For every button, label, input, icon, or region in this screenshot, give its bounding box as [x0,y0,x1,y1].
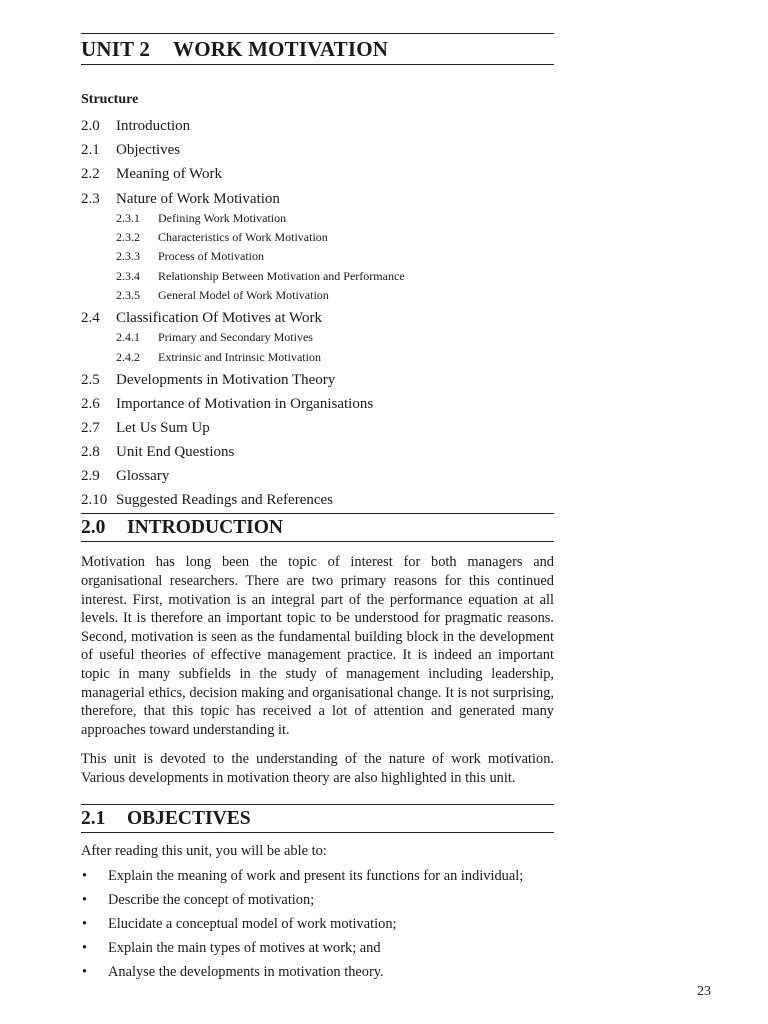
introduction-heading [81,513,554,542]
toc-subitem [81,249,554,268]
section-number: 2.1 [81,807,106,829]
objectives-heading [81,804,554,833]
toc-title: Unit End Questions [116,444,235,461]
toc-item [81,443,554,467]
toc-title: Nature of Work Motivation [116,190,280,207]
toc-number: 2.3.4 [116,268,140,283]
toc-title: Suggested Readings and References [116,492,334,509]
unit-title-text: WORK MOTIVATION [173,37,389,61]
toc-number: 2.1 [81,142,100,159]
toc-item [81,309,554,330]
toc-title: Classification Of Motives at Work [116,310,322,327]
structure-label: Structure [81,92,139,107]
toc-title: Developments in Motivation Theory [116,371,336,388]
list-item-text: Analyse the developments in motivation theory. [108,964,384,981]
toc-subitem [81,330,554,349]
toc-number: 2.7 [81,419,100,436]
toc-number: 2.3.5 [116,288,140,303]
section-title: INTRODUCTION [127,517,284,539]
toc-item [81,419,554,443]
list-item-text: Explain the meaning of work and present its functions for an individual; [108,868,524,885]
toc-item [81,190,554,211]
list-item [81,915,554,939]
objectives-lead: After reading this unit, you will be able to: [81,842,327,859]
section-number: 2.0 [81,517,106,539]
toc-number: 2.0 [81,118,100,134]
bullet: • [82,964,88,981]
toc-subitem [81,211,554,230]
toc-title: Relationship Between Motivation and Performance [158,268,405,283]
toc-item [81,371,554,395]
toc-number: 2.4.1 [116,330,140,345]
unit-title [81,33,554,65]
toc-number: 2.10 [81,492,108,509]
toc-item [81,491,554,513]
toc-title: Glossary [116,468,170,485]
toc-number: 2.8 [81,444,100,461]
toc-number: 2.2 [81,166,100,183]
section-title: OBJECTIVES [127,807,251,829]
toc-item [81,395,554,419]
toc-number: 2.3 [81,190,100,207]
toc-number: 2.4 [81,310,100,327]
toc-item [81,165,554,189]
toc-item [81,467,554,491]
toc-title: Process of Motivation [158,249,264,264]
toc-number: 2.5 [81,371,100,388]
toc-item [81,141,554,165]
page-content [81,33,554,987]
toc-number: 2.3.2 [116,229,140,244]
toc-number: 2.4.2 [116,349,140,364]
toc-number: 2.3.1 [116,210,140,225]
toc-subitem [81,269,554,288]
list-item [81,939,554,963]
introduction-paragraph-2: This unit is devoted to the understanding of the nature of work motivation. Various developments in motivation theory are also highlighted in this unit. [81,751,554,786]
toc-title: Primary and Secondary Motives [158,330,313,345]
toc-title: Introduction [116,118,191,134]
toc-title: Meaning of Work [116,166,222,183]
structure-list [81,117,554,513]
bullet: • [82,916,88,933]
toc-number: 2.6 [81,395,100,412]
bullet: • [82,868,88,885]
toc-subitem [81,230,554,249]
toc-number: 2.3.3 [116,249,140,264]
bullet: • [82,940,88,957]
toc-title: General Model of Work Motivation [158,288,329,303]
toc-subitem [81,350,554,371]
list-item [81,867,554,891]
list-item-text: Describe the concept of motivation; [108,892,315,909]
toc-title: Defining Work Motivation [158,210,287,225]
list-item [81,963,554,987]
objectives-list [81,867,554,987]
toc-subitem [81,288,554,309]
toc-item [81,117,554,141]
list-item-text: Elucidate a conceptual model of work motivation; [108,916,397,933]
toc-title: Characteristics of Work Motivation [158,229,328,244]
list-item [81,891,554,915]
list-item-text: Explain the main types of motives at work; and [108,940,381,957]
toc-number: 2.9 [81,468,100,485]
page-number: 23 [697,984,711,999]
bullet: • [82,892,88,909]
unit-number: UNIT 2 [81,37,151,61]
toc-title: Importance of Motivation in Organisations [116,395,374,412]
toc-title: Let Us Sum Up [116,419,210,436]
introduction-paragraph-1: Motivation has long been the topic of interest for both managers and organisational researchers. There are two primary reasons for this continued interest. First, motivation is an integral part of the performance equation at all levels. It is therefore an important topic to be understood for pragmatic reasons. Second, motivation is seen as the fundamental building block in the development of useful theories of effective management practice. It is indeed an important topic in many subfields in the study of management including leadership, managerial ethics, decision making and organisational change. It is not surprising, therefore, that this topic has received a lot of attention and generated many approaches toward understanding it. [81,554,554,738]
toc-title: Objectives [116,142,181,159]
toc-title: Extrinsic and Intrinsic Motivation [158,349,321,364]
